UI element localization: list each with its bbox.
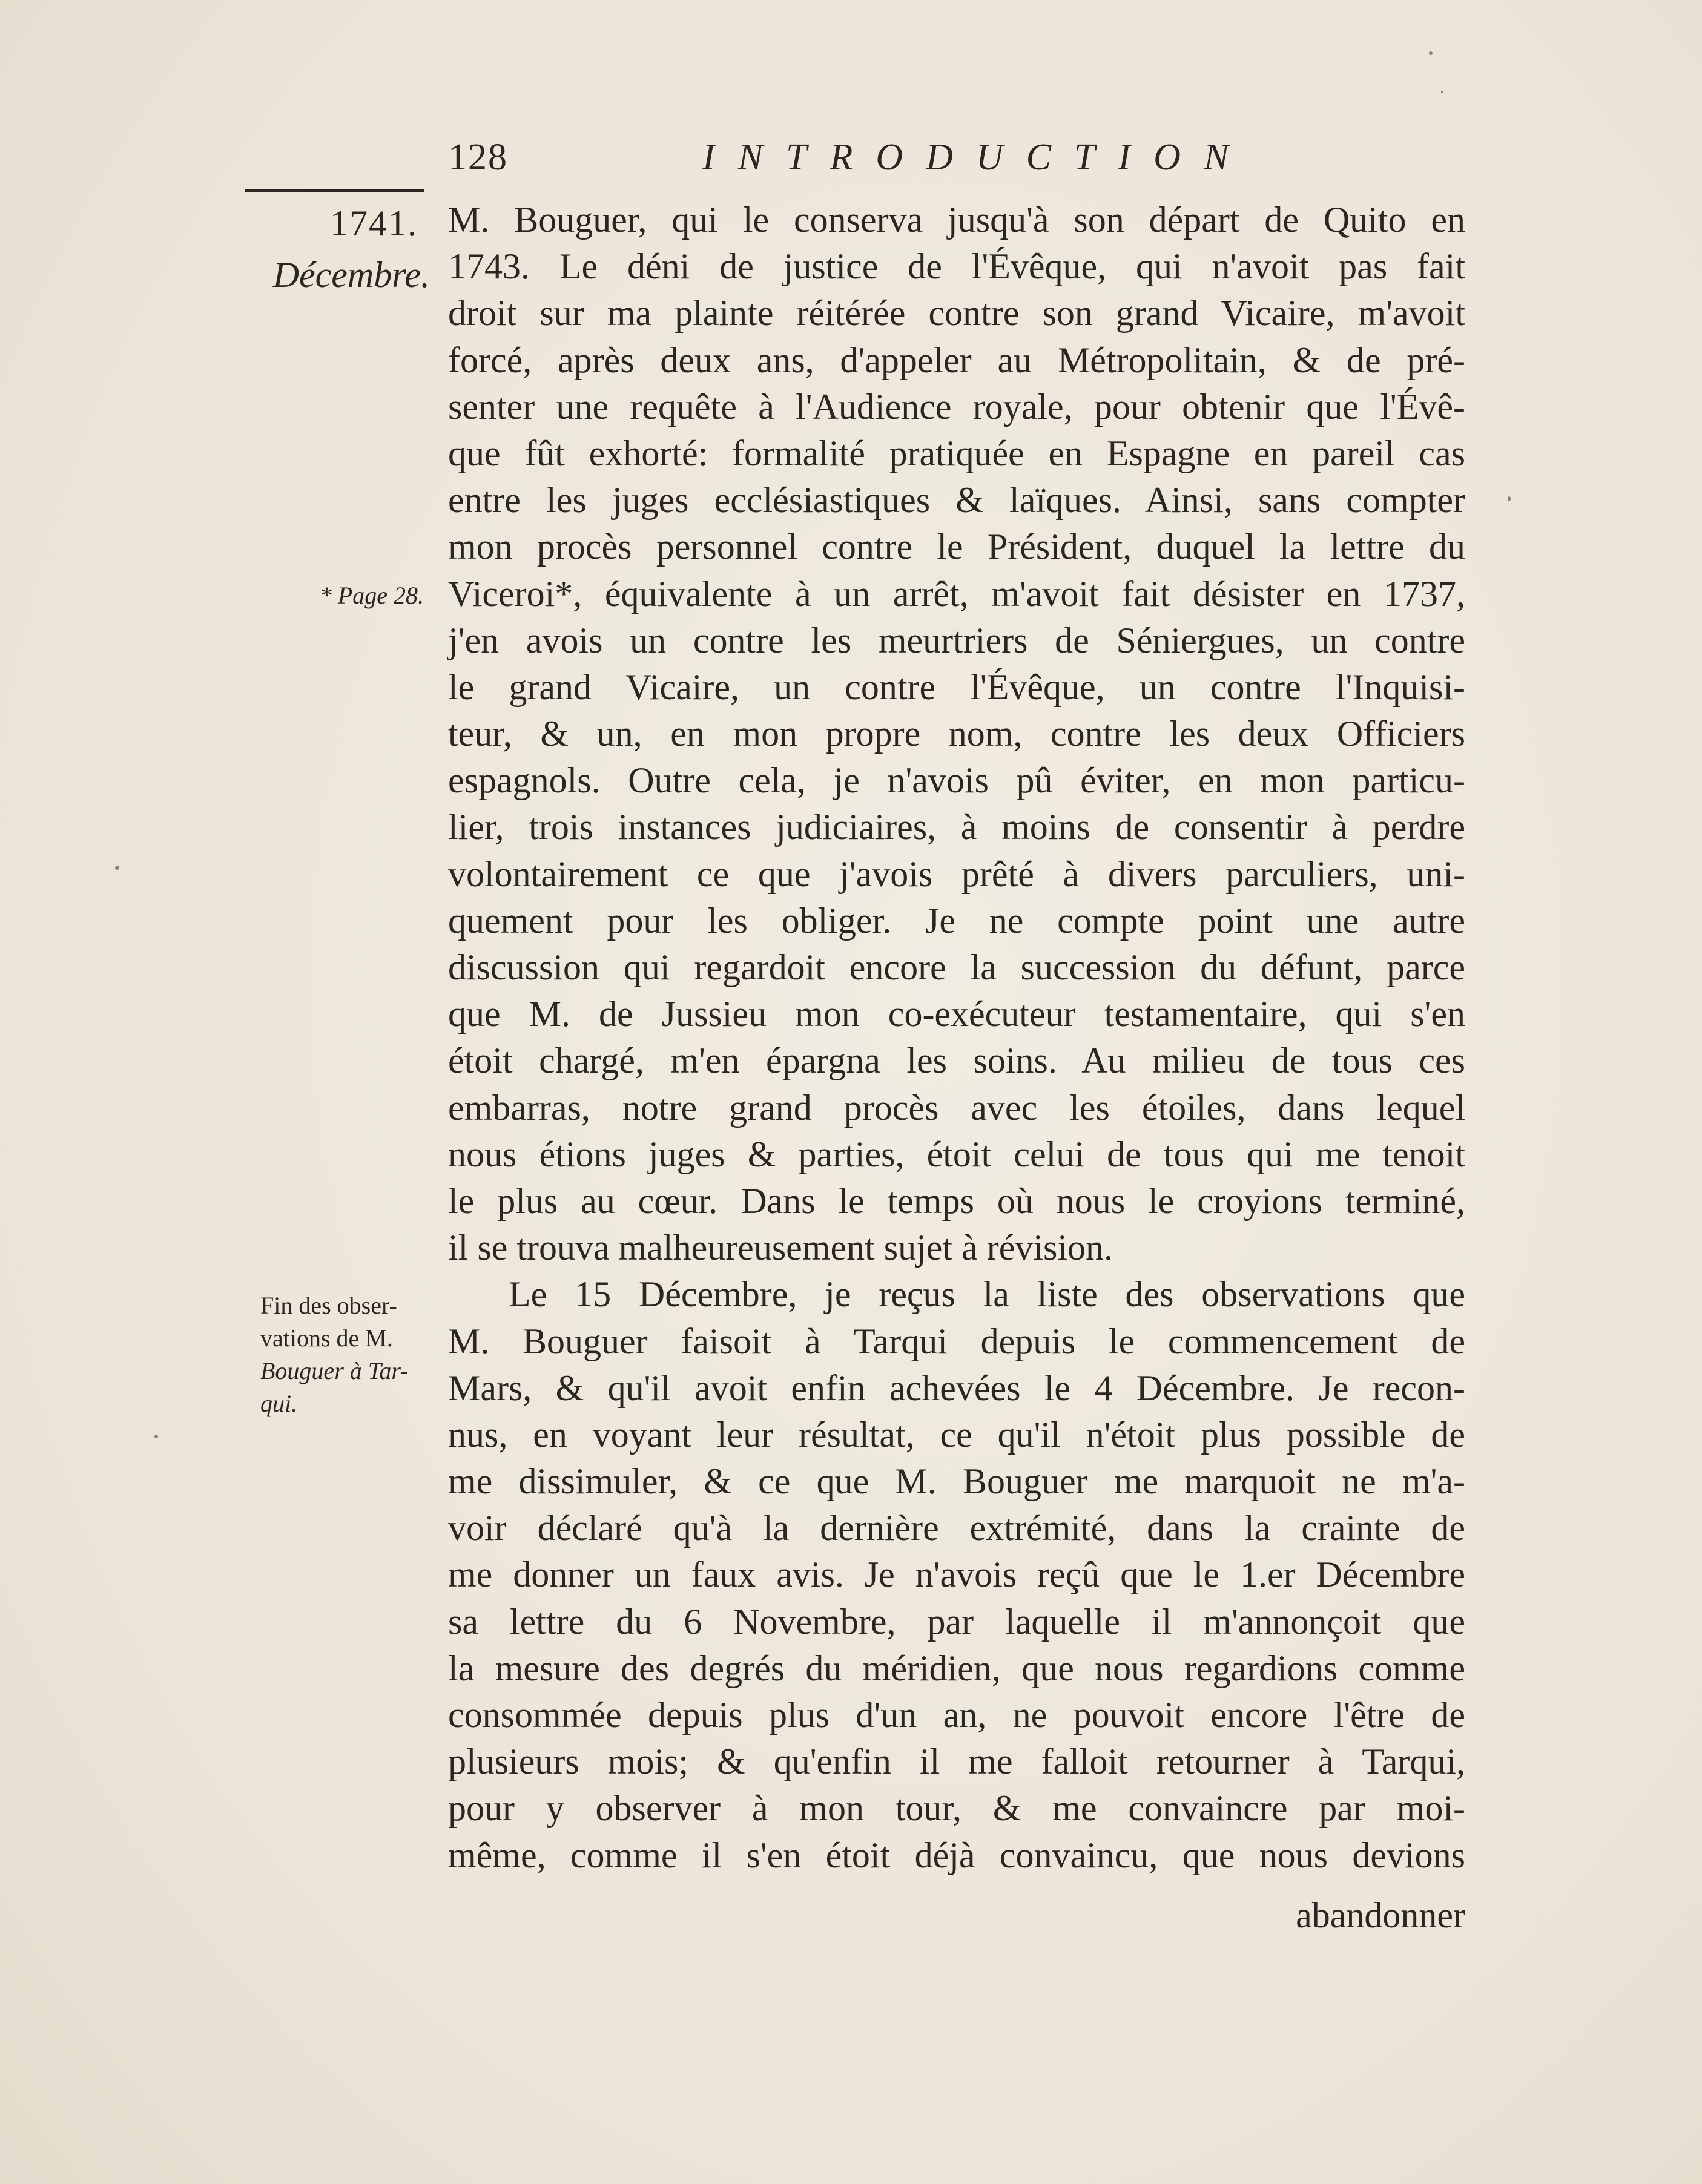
paper-speck — [1508, 496, 1511, 501]
margin-note — [260, 1289, 436, 1420]
body-line: voir déclaré qu'à la dernière extrémité, dans la crainte de — [448, 1508, 1465, 1548]
body-line: M. Bouguer faisoit à Tarqui depuis le commencement de — [448, 1321, 1465, 1361]
catchword: abandonner — [1296, 1895, 1465, 1935]
body-line: espagnols. Outre cela, je n'avois pû éviter, en mon particu- — [448, 760, 1465, 801]
body-line: Viceroi*, équivalente à un arrêt, m'avoit fait désister en 1737, — [448, 573, 1465, 614]
paper-speck — [1429, 51, 1433, 55]
body-line: teur, & un, en mon propre nom, contre les deux Officiers — [448, 714, 1465, 754]
body-line: nus, en voyant leur résultat, ce qu'il n'étoit plus possible de — [448, 1414, 1465, 1455]
body-line: Mars, & qu'il avoit enfin achevées le 4 Décembre. Je recon- — [448, 1367, 1465, 1408]
body-line: embarras, notre grand procès avec les étoiles, dans lequel — [448, 1087, 1465, 1128]
body-line: il se trouva malheureusement sujet à révision. — [448, 1228, 1113, 1268]
body-line: la mesure des degrés du méridien, que nous regardions comme — [448, 1648, 1465, 1688]
body-line: forcé, après deux ans, d'appeler au Métropolitain, & de pré- — [448, 340, 1465, 380]
body-line: discussion qui regardoit encore la succession du défunt, parce — [448, 947, 1465, 987]
body-line: Le 15 Décembre, je reçus la liste des observations que — [509, 1274, 1465, 1315]
body-line: consommée depuis plus d'un an, ne pouvoit encore l'être de — [448, 1695, 1465, 1735]
page-number: 128 — [448, 137, 508, 178]
body-line: le plus au cœur. Dans le temps où nous le croyions terminé, — [448, 1180, 1465, 1221]
body-line: mon procès personnel contre le Président, duquel la lettre du — [448, 527, 1465, 567]
body-line: j'en avois un contre les meurtriers de Séniergues, un contre — [448, 620, 1465, 660]
body-line: quement pour les obliger. Je ne compte point une autre — [448, 900, 1465, 941]
body-line: sa lettre du 6 Novembre, par laquelle il m'annonçoit que — [448, 1601, 1465, 1642]
body-line: étoit chargé, m'en épargna les soins. Au milieu de tous ces — [448, 1041, 1465, 1081]
running-head — [448, 136, 1252, 191]
body-text — [448, 197, 1465, 1879]
body-line: 1743. Le déni de justice de l'Évêque, qui n'avoit pas fait — [448, 246, 1465, 287]
body-line: pour y observer à mon tour, & me convaincre par moi- — [448, 1788, 1465, 1829]
body-line: même, comme il s'en étoit déjà convaincu, que nous devions — [448, 1835, 1465, 1875]
body-line: me dissimuler, & ce que M. Bouguer me marquoit ne m'a- — [448, 1461, 1465, 1502]
margin-note-line: qui. — [260, 1390, 298, 1417]
body-line: plusieurs mois; & qu'enfin il me falloit retourner à Tarqui, — [448, 1742, 1465, 1782]
body-line: droit sur ma plainte réitérée contre son grand Vicaire, m'avoit — [448, 293, 1465, 334]
paper-speck — [115, 866, 119, 870]
body-line: que fût exhorté: formalité pratiquée en Espagne en pareil cas — [448, 433, 1465, 473]
body-line: M. Bouguer, qui le conserva jusqu'à son départ de Quito en — [448, 200, 1465, 240]
body-line: lier, trois instances judiciaires, à moins de consentir à perdre — [448, 807, 1465, 847]
body-line: me donner un faux avis. Je n'avois reçû que le 1.er Décembre — [448, 1554, 1465, 1595]
paper-speck — [1441, 91, 1443, 93]
body-line: volontairement ce que j'avois prêté à divers parculiers, uni- — [448, 854, 1465, 894]
margin-rule — [245, 189, 424, 192]
running-title: INTRODUCTION — [702, 137, 1252, 178]
margin-footnote-ref: * Page 28. — [319, 582, 424, 609]
paper-speck — [154, 1435, 158, 1438]
margin-month: Décembre. — [272, 255, 430, 295]
body-line: le grand Vicaire, un contre l'Évêque, un contre l'Inquisi- — [448, 666, 1465, 707]
body-line: senter une requête à l'Audience royale, pour obtenir que l'Évê- — [448, 386, 1465, 427]
margin-note-line: Bouguer à Tar- — [260, 1357, 409, 1384]
margin-note-line: Fin des obser- — [260, 1292, 397, 1319]
margin-year: 1741. — [330, 203, 418, 243]
body-line: que M. de Jussieu mon co-exécuteur testamentaire, qui s'en — [448, 994, 1465, 1034]
body-line: nous étions juges & parties, étoit celui de tous qui me tenoit — [448, 1134, 1465, 1174]
margin-note-line: vations de M. — [260, 1324, 393, 1352]
body-line: entre les juges ecclésiastiques & laïques. Ainsi, sans compter — [448, 480, 1465, 521]
